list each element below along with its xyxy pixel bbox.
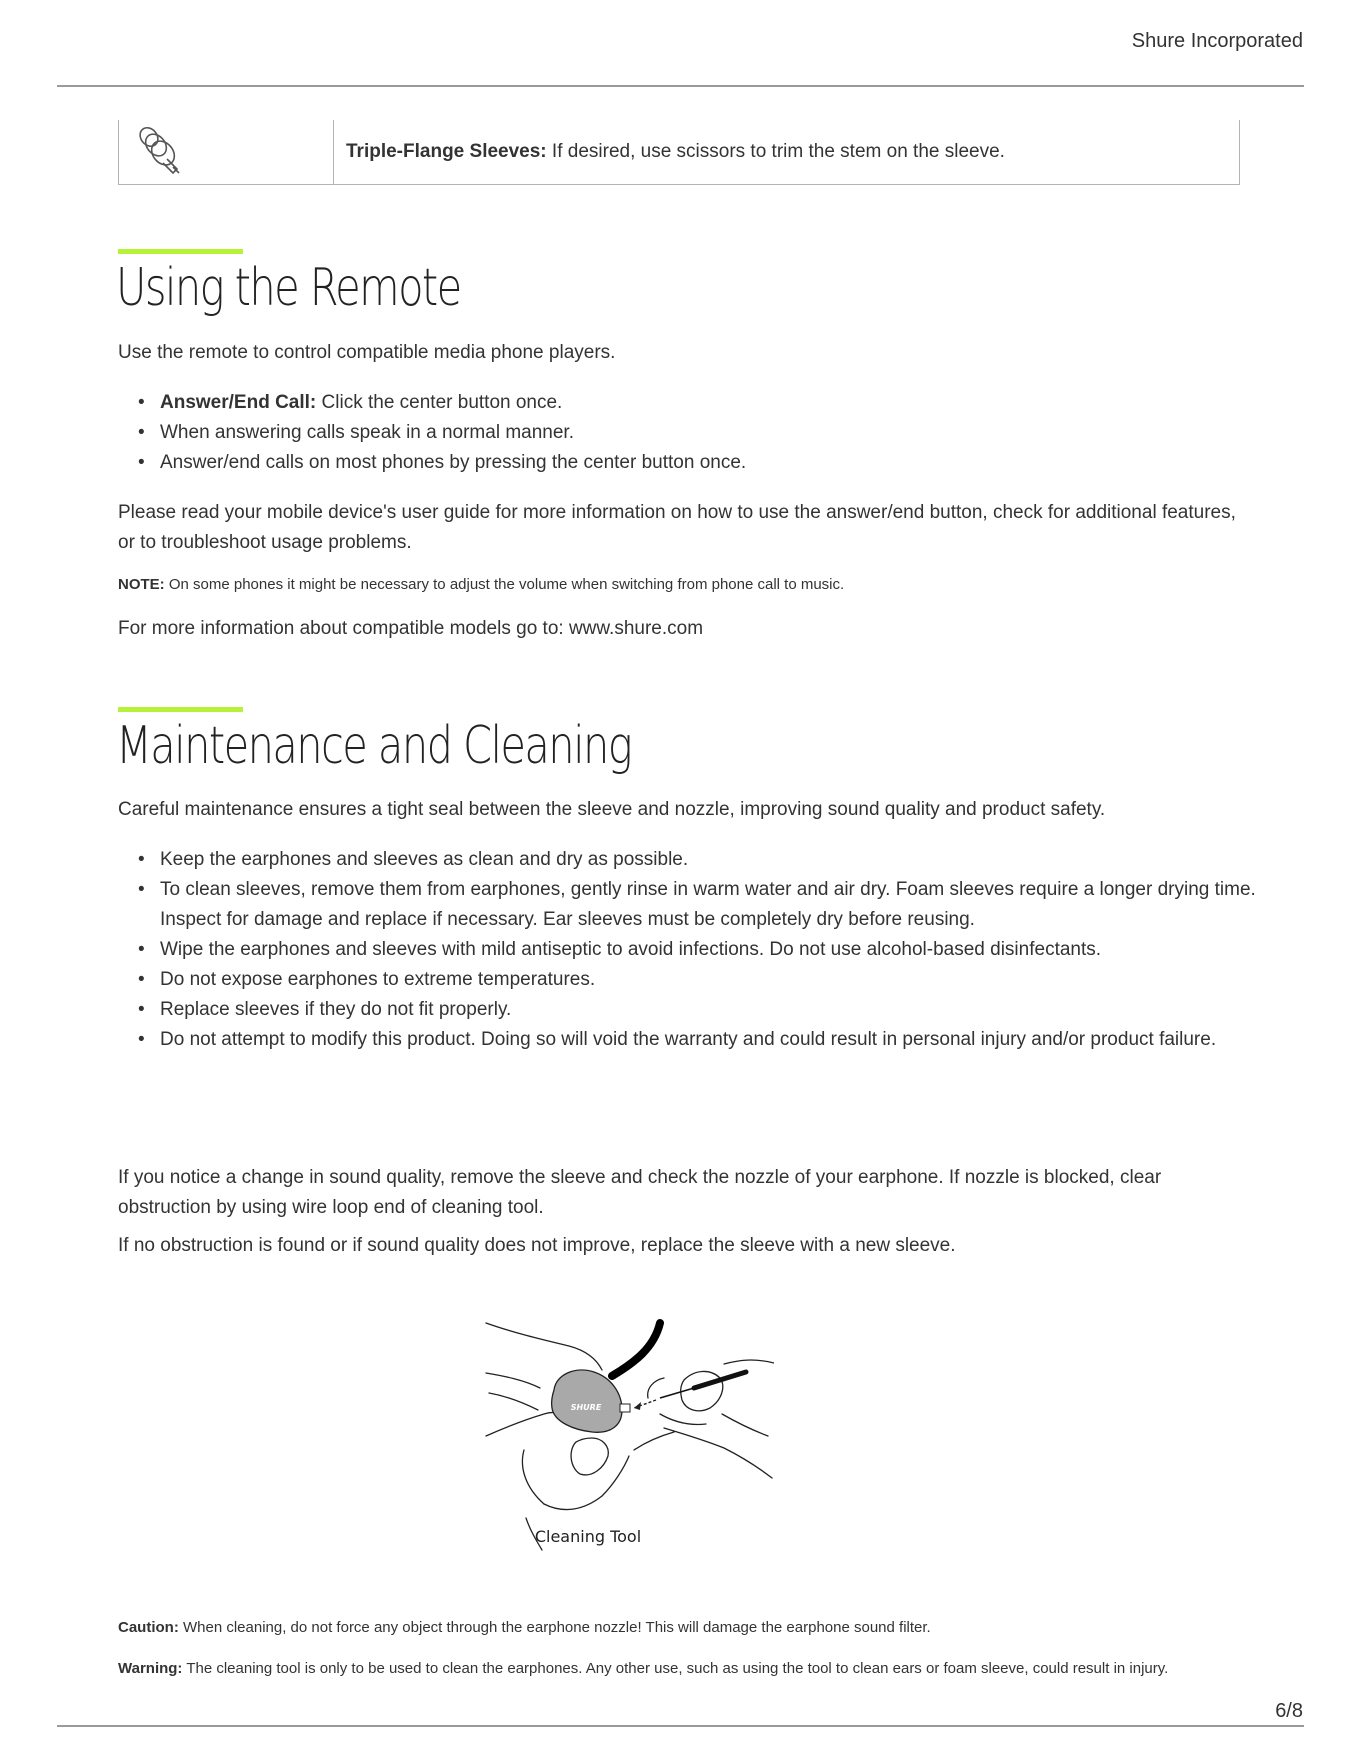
sleeve-label: Triple-Flange Sleeves: [346, 141, 547, 162]
caution-note [118, 1617, 1243, 1639]
warning-note [118, 1658, 1243, 1680]
note-text: On some phones it might be necessary to adjust the volume when switching from phone call to music. [164, 576, 845, 593]
remote-more-info: For more information about compatible models go to: www.shure.com [118, 618, 704, 639]
list-item [160, 388, 1285, 418]
figure-brand-label: SHURE [570, 1403, 602, 1412]
maintenance-intro: Careful maintenance ensures a tight seal between the sleeve and nozzle, improving sound quality and product safety. [118, 799, 1106, 820]
list-item: • Keep the earphones and sleeves as clean and dry as possible. [160, 845, 1285, 875]
list-item: • To clean sleeves, remove them from earphones, gently rinse in warm water and air dry. Foam sleeves require a longer drying time. Inspect for damage and replace if necessary. Ear sleeves must be completely dry before reusing. [160, 875, 1285, 935]
warning-label: Warning: [118, 1660, 183, 1677]
header-company-name: Shure Incorporated [1131, 30, 1303, 52]
list-item: • Wipe the earphones and sleeves with mild antiseptic to avoid infections. Do not use alcohol-based disinfectants. [160, 935, 1285, 965]
list-item [160, 418, 1285, 448]
figure-caption: Cleaning Tool [534, 1527, 642, 1546]
section-title-maintenance: Maintenance and Cleaning [116, 716, 632, 776]
table-row [119, 120, 1240, 185]
bullet-text: Answer/end calls on most phones by pressing the center button once. [160, 452, 747, 473]
caution-label: Caution: [118, 1619, 179, 1636]
sleeve-table [118, 120, 1240, 185]
sleeve-image-cell [119, 120, 334, 185]
bullet-bold: Answer/End Call: [160, 392, 317, 413]
list-item: • Do not attempt to modify this product. Doing so will void the warranty and could result in personal injury and/or product failure. [160, 1025, 1285, 1055]
caution-text: When cleaning, do not force any object through the earphone nozzle! This will damage the earphone sound filter. [178, 1619, 931, 1636]
maintenance-paragraph-2: If no obstruction is found or if sound quality does not improve, replace the sleeve with a new sleeve. [118, 1235, 956, 1256]
bullet-text: When answering calls speak in a normal manner. [160, 422, 574, 443]
list-item: • Replace sleeves if they do not fit properly. [160, 995, 1285, 1025]
maintenance-bullet-list [118, 845, 1285, 1055]
remote-paragraph: Please read your mobile device's user guide for more information on how to use the answer/end button, check for additional features, or to troubleshoot usage problems. [118, 502, 1236, 553]
remote-bullet-list [118, 388, 1285, 478]
list-item: • Do not expose earphones to extreme temperatures. [160, 965, 1285, 995]
maintenance-paragraph-1: If you notice a change in sound quality, remove the sleeve and check the nozzle of your earphone. If nozzle is blocked, clear obstruction by using wire loop end of cleaning tool. [118, 1167, 1162, 1218]
sleeve-description-cell [334, 120, 1240, 185]
section-title-remote: Using the Remote [116, 258, 461, 318]
page-number: 6/8 [1275, 1700, 1303, 1722]
section-accent-bar [118, 707, 243, 712]
bullet-text: Click the center button once. [316, 392, 563, 413]
warning-text: The cleaning tool is only to be used to clean the earphones. Any other use, such as using the tool to clean ears or foam sleeve, could result in injury. [182, 1660, 1169, 1677]
remote-intro: Use the remote to control compatible media phone players. [118, 342, 616, 363]
list-item [160, 448, 1285, 478]
section-accent-bar [118, 249, 243, 254]
sleeve-text: If desired, use scissors to trim the stem on the sleeve. [546, 141, 1005, 162]
footer-divider [57, 1725, 1304, 1727]
note-label: NOTE: [118, 576, 165, 593]
cleaning-tool-illustration [484, 1318, 774, 1553]
remote-note [118, 574, 1243, 596]
triple-flange-sleeve-icon [129, 123, 189, 181]
header-divider [57, 85, 1304, 87]
